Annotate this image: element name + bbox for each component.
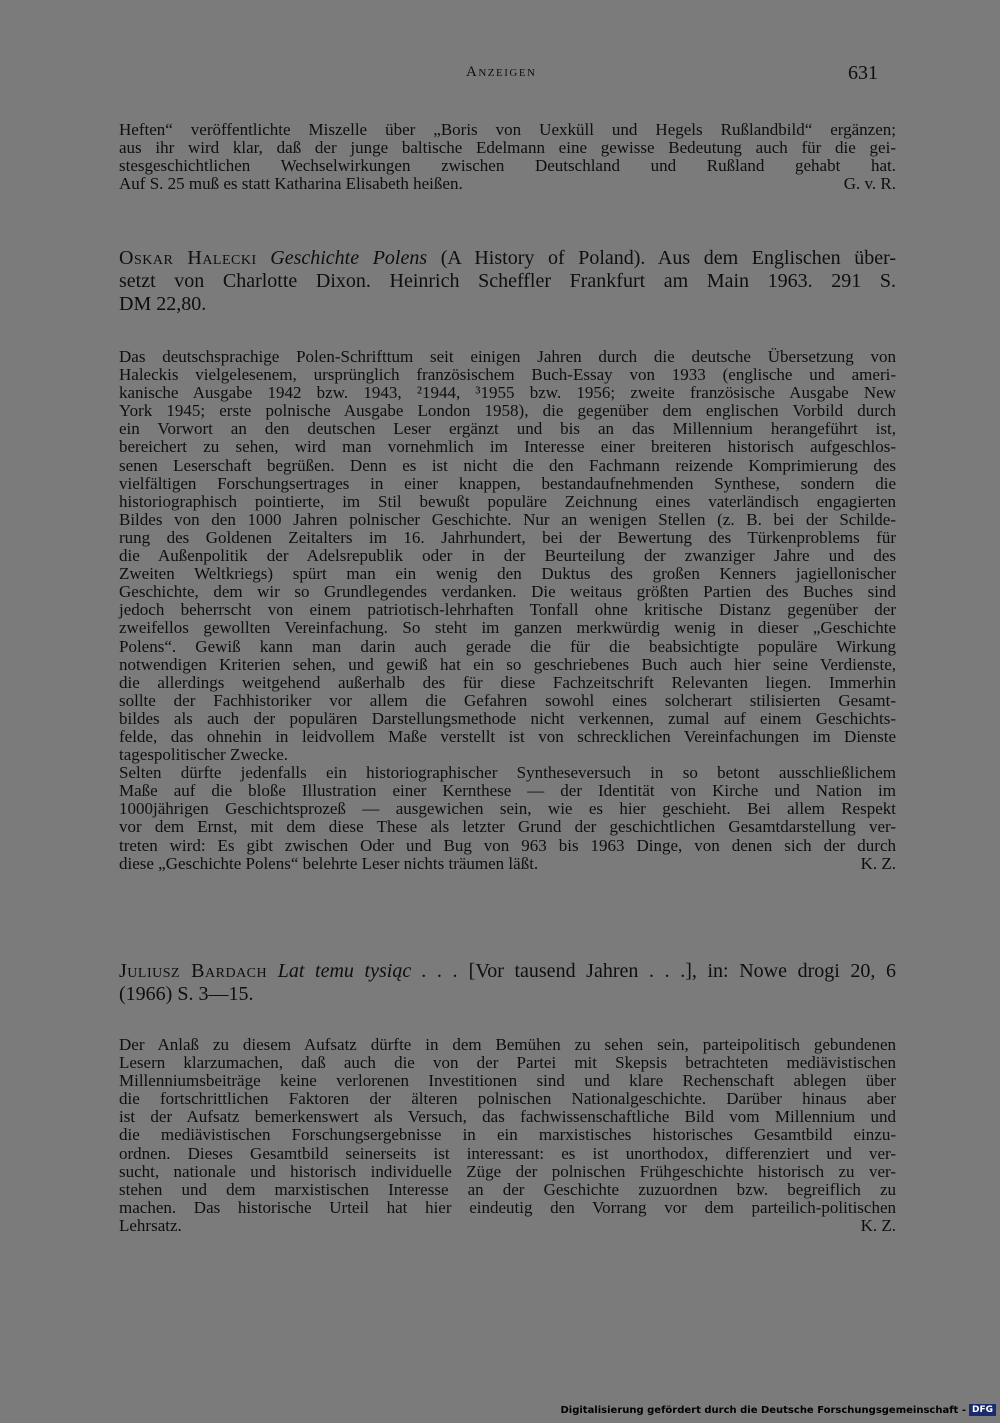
text-line: ein Vorwort an den deutschen Leser ergänzt und bis an das Millennium herangeführt ist, (119, 419, 896, 439)
text-line: sucht, nationale und historisch individuelle Züge der polnischen Frühgeschichte historisch zu ver- (119, 1161, 896, 1181)
text-line: treten wird: Es gibt zwischen Oder und Bug von 963 bis 1963 Dinge, von denen sich der durch (119, 835, 896, 855)
text-line: Das deutschsprachige Polen-Schrifttum seit einigen Jahren durch die deutsche Übersetzung von (119, 347, 896, 366)
text-line: aus ihr wird klar, daß der junge baltische Edelmann eine gewisse Bedeutung auch für die gei- (119, 138, 896, 158)
text-line: Millenniumsbeiträge keine verlorenen Investitionen sind und klare Rechenschaft ablegen über (119, 1071, 896, 1091)
text-line: die mediävistischen Forschungsergebnisse in ein marxistisches historisches Gesamtbild einzu- (119, 1125, 896, 1145)
text-line: Geschichte, dem wir so Grundlegendes verdanken. Die weitaus größten Partien des Buches sind (119, 582, 896, 602)
text-line: stehen und dem marxistischen Interesse an der Geschichte zuzuordnen bzw. begreiflich zu (119, 1179, 896, 1199)
review-paragraph (119, 1036, 896, 1217)
text-line: kanische Ausgabe 1942 bzw. 1943, ²1944, ³1955 bzw. 1956; zweite französische Ausgabe New (119, 383, 896, 403)
closing-sentence: Auf S. 25 muß es statt Katharina Elisabeth heißen. (119, 174, 463, 194)
bibliographic-heading (119, 247, 896, 316)
text-line: machen. Das historische Urteil hat hier eindeutig den Vorrang vor dem parteilich-politischen (119, 1197, 896, 1217)
text-line: ordnen. Dieses Gesamtbild seinerseits ist interessant: es ist unorthodox, differenziert und ver- (119, 1143, 896, 1163)
book-author: Oskar Halecki (119, 247, 257, 269)
text-line: notwendigen Kriterien sehen, und gewiß hat ein so geschriebenes Buch auch hier seine Verdienste, (119, 654, 896, 674)
text-line: sollte der Fachhistoriker vor allem die Gefahren sowohl eines solcherart stilisierten Gesamt- (119, 690, 896, 710)
text-line: Selten dürfte jedenfalls ein historiographischer Syntheseversuch in so betont ausschließlichem (119, 763, 896, 783)
text-line: vor dem Ernst, mit dem diese These als letzter Grund der geschichtlichen Gesamtdarstellung ver- (119, 817, 896, 837)
review-bardach (119, 960, 896, 1006)
text-line: bereichert zu sehen, wird man vornehmlich im Interesse einer breiteren historisch aufgeschlos- (119, 437, 896, 457)
text-line: Der Anlaß zu diesem Aufsatz dürfte in dem Bemühen zu sehen sein, parteipolitisch gebundenen (119, 1035, 896, 1054)
text-line: die allerdings weitgehend außerhalb des für diese Fachzeitschrift Relevanten liegen. Immerhin (119, 672, 896, 692)
paragraph-end: tagespolitischer Zwecke. (119, 745, 288, 765)
reviewer-signature: G. v. R. (843, 174, 896, 194)
closing-line (119, 855, 896, 873)
text-line: zweifellos gewollten Vereinfachung. So steht im ganzen merkwürdig wenig in dieser „Geschichte (119, 618, 896, 638)
text-line: bildes als auch der populären Darstellungsmethode nicht verkennen, zumal auf einem Geschichts- (119, 708, 896, 728)
book-title: Geschichte Polens (270, 247, 428, 269)
article-author: Juliusz Bardach (119, 960, 268, 982)
heading-details: setzt von Charlotte Dixon. Heinrich Scheffler Frankfurt am Main 1963. 291 S. (119, 270, 896, 292)
closing-line (119, 1217, 896, 1235)
review-continuation (119, 121, 896, 193)
review-halecki (119, 247, 896, 316)
text-line: Zweiten Weltkriegs) spürt man ein wenig den Duktus des großen Kenners jagiellonischer (119, 564, 896, 584)
bibliographic-heading (119, 960, 896, 1006)
text-line: ist der Aufsatz bemerkenswert als Versuch, das fachwissenschaftliche Bild vom Millennium und (119, 1107, 896, 1127)
text-line: Polens“. Gewiß kann man darin auch gerade die für die beabsichtigte populäre Wirkung (119, 636, 896, 656)
text-line: stesgeschichtlichen Wechselwirkungen zwischen Deutschland und Rußland gehabt hat. (119, 156, 896, 176)
text-line: Lesern klarzumachen, daß auch die von der Partei mit Skepsis betrachteten mediävistischen (119, 1053, 896, 1073)
text-line: York 1945; erste polnische Ausgabe London 1958), die gegenüber dem englischen Vorbild durch (119, 401, 896, 421)
text-line: die Außenpolitik der Adelsrepublik oder in der Beurteilung der zwanziger Jahre und des (119, 546, 896, 566)
closing-sentence: Lehrsatz. (119, 1215, 182, 1235)
reviewer-signature: K. Z. (860, 853, 896, 873)
running-header: Anzeigen (466, 64, 537, 80)
heading-details: (1966) S. 3—15. (119, 983, 254, 1005)
review-halecki-body (119, 348, 896, 873)
text-line: Haleckis vielgelesenem, ursprünglich französischem Buch-Essay von 1933 (englische und ameri- (119, 365, 896, 385)
review-paragraph (119, 121, 896, 175)
digitization-credit (560, 1404, 996, 1416)
text-line: Maße auf die bloße Illustration einer Kernthese — der Identität von Kirche und Nation im (119, 781, 896, 801)
page-number: 631 (848, 62, 878, 84)
review-paragraph (119, 764, 896, 854)
credit-text: Digitalisierung gefördert durch die Deutsche Forschungsgemeinschaft - (560, 1404, 966, 1416)
heading-price: DM 22,80. (119, 293, 207, 315)
heading-details: [Vor tausend Jahren . . .], in: Nowe drogi 20, 6 (468, 960, 897, 982)
text-line: rung des Goldenen Zeitalters im 16. Jahrhundert, bei der Bewertung des Türkenproblems für (119, 527, 896, 547)
closing-sentence: diese „Geschichte Polens“ belehrte Leser nichts träumen läßt. (119, 853, 539, 873)
dfg-logo: DFG (969, 1404, 996, 1416)
text-line: vielfältigen Forschungsertrages in einer knappen, bestandaufnehmenden Synthese, sondern die (119, 473, 896, 493)
text-line: Heften“ veröffentlichte Miszelle über „Boris von Uexküll und Hegels Rußlandbild“ ergänzen; (119, 120, 896, 139)
heading-details: (A History of Poland). Aus dem Englischen über- (440, 247, 897, 269)
reviewer-signature: K. Z. (860, 1215, 896, 1235)
text-line: historiographisch pointierte, im Stil bewußt populäre Zeichnung eines vaterländisch engagierten (119, 491, 896, 511)
review-bardach-body (119, 1036, 896, 1235)
text-line: Bildes von den 1000 Jahren polnischer Geschichte. Nur an wenigen Stellen (z. B. bei der Schilde- (119, 509, 896, 529)
text-line: 1000jährigen Geschichtsprozeß — ausgewichen sein, wie es hier geschieht. Bei allem Respekt (119, 799, 896, 819)
closing-line (119, 175, 896, 193)
text-line: senen Leserschaft begrüßen. Denn es ist nicht die den Fachmann reizende Komprimierung des (119, 455, 896, 475)
text-line: felde, das ohnehin in leidvollem Maße verstellt ist von schrecklichen Vereinfachungen im Dienste (119, 726, 896, 746)
review-paragraph (119, 348, 896, 746)
article-title: Lat temu tysiąc . . . (277, 960, 459, 982)
text-line: die fortschrittlichen Faktoren der älteren polnischen Nationalgeschichte. Darüber hinaus aber (119, 1089, 896, 1109)
text-line: jedoch beherrscht von einem patriotisch-lehrhaften Tonfall ohne kritische Distanz gegenüber der (119, 600, 896, 620)
